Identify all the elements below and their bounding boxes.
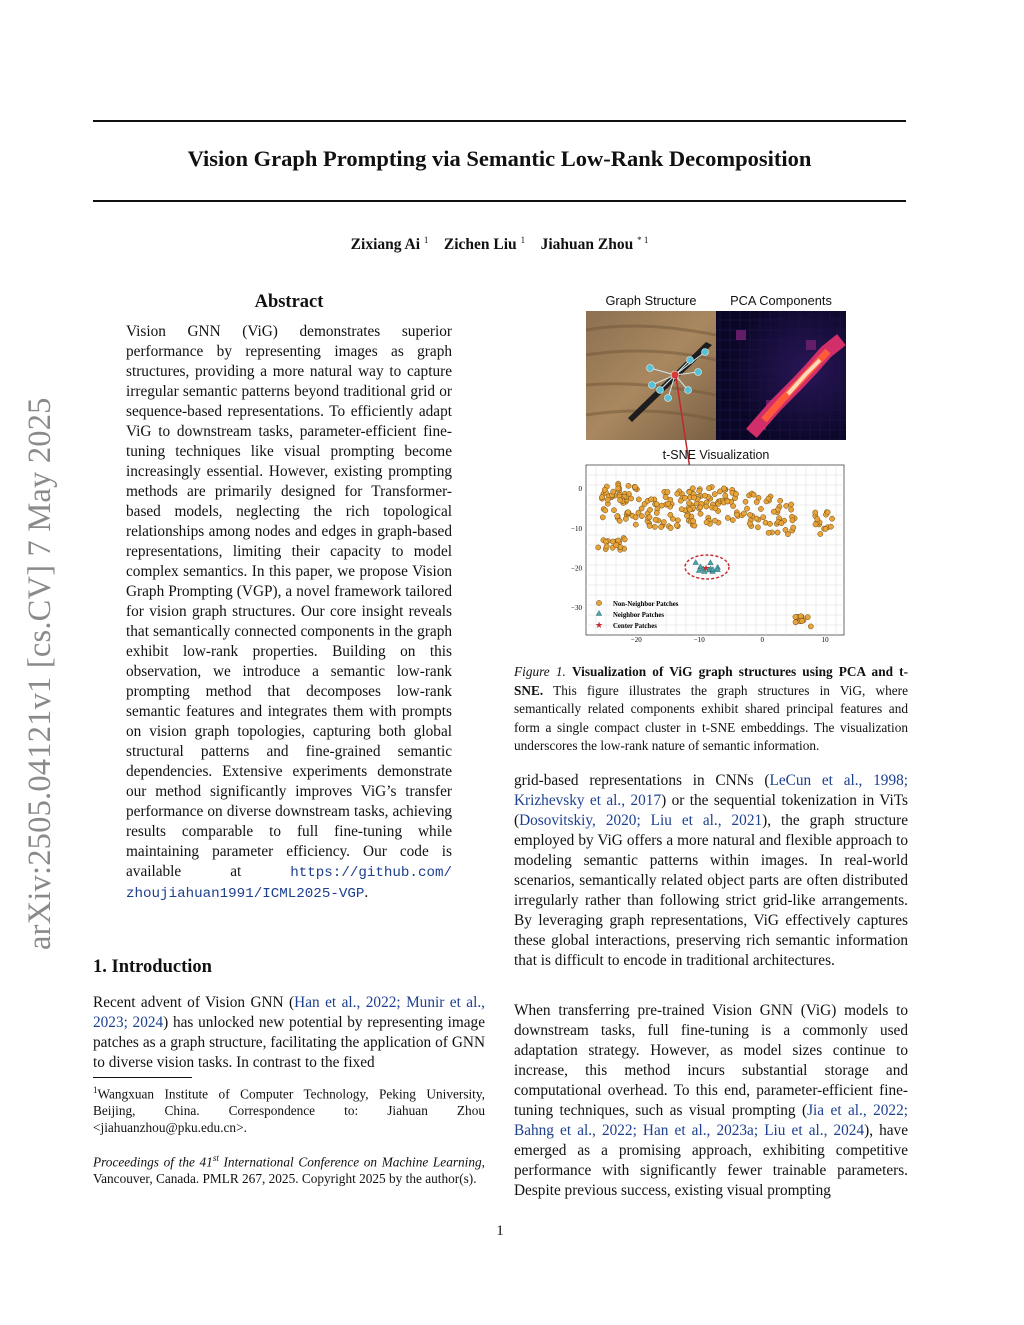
- non-neighbor-point: [784, 503, 789, 508]
- non-neighbor-point: [603, 539, 608, 544]
- non-neighbor-point: [818, 531, 823, 536]
- non-neighbor-point: [684, 513, 689, 518]
- x-tick-label: 10: [821, 636, 829, 644]
- figure-1: [560, 300, 860, 660]
- proceedings-sup: st: [212, 1153, 219, 1163]
- non-neighbor-point: [790, 518, 795, 523]
- non-neighbor-point: [766, 530, 771, 535]
- non-neighbor-point: [712, 492, 717, 497]
- figure-caption: [514, 663, 908, 756]
- pca-components-image: [716, 311, 846, 440]
- non-neighbor-point: [789, 502, 794, 507]
- non-neighbor-point: [754, 499, 759, 504]
- non-neighbor-point: [808, 624, 813, 629]
- non-neighbor-point: [744, 506, 749, 511]
- non-neighbor-point: [747, 512, 752, 517]
- non-neighbor-point: [702, 493, 707, 498]
- non-neighbor-point: [823, 526, 828, 531]
- non-neighbor-point: [799, 618, 804, 623]
- non-neighbor-point: [775, 530, 780, 535]
- non-neighbor-point: [626, 510, 631, 515]
- proceedings-rest: , Vancouver, Canada. PMLR 267, 2025. Copyright 2025 by the author(s).: [93, 1154, 485, 1187]
- graph-structure-image: [586, 311, 716, 440]
- non-neighbor-point: [623, 516, 628, 521]
- non-neighbor-point: [600, 515, 605, 520]
- non-neighbor-point: [751, 492, 756, 497]
- non-neighbor-point: [828, 524, 833, 529]
- non-neighbor-point: [771, 509, 776, 514]
- author-list: [93, 235, 906, 254]
- non-neighbor-point: [778, 498, 783, 503]
- non-neighbor-point: [626, 483, 631, 488]
- intro-text-1: Recent advent of Vision GNN (: [93, 994, 295, 1011]
- non-neighbor-point: [639, 514, 644, 519]
- non-neighbor-point: [629, 496, 634, 501]
- non-neighbor-point: [733, 491, 738, 496]
- non-neighbor-point: [725, 515, 730, 520]
- non-neighbor-point: [825, 510, 830, 515]
- non-neighbor-point: [617, 518, 622, 523]
- intro-text-2: ) has unlocked new potential by representing image patches as a graph structure, facilitating the application of GNN to diverse vision tasks. In contrast to the fixed: [93, 1014, 485, 1071]
- non-neighbor-point: [596, 545, 601, 550]
- proceedings-number: 41: [199, 1154, 213, 1170]
- non-neighbor-point: [675, 518, 680, 523]
- code-link-period: .: [364, 884, 369, 901]
- rp2-text-2: ), have emerged as a promising approach, exhibiting competitive performance with significantly fewer trainable parameters. Despite previous success, existing visual prompting: [514, 1122, 908, 1199]
- title-bottom-rule: [93, 200, 906, 202]
- author-name: Jiahuan Zhou: [540, 236, 634, 254]
- non-neighbor-point: [723, 493, 728, 498]
- non-neighbor-point: [654, 510, 659, 515]
- non-neighbor-point: [815, 517, 820, 522]
- non-neighbor-point: [793, 620, 798, 625]
- non-neighbor-point: [758, 506, 763, 511]
- x-tick-label: 0: [760, 636, 764, 644]
- paper-title: Vision Graph Prompting via Semantic Low-Rank Decomposition: [187, 146, 812, 171]
- non-neighbor-point: [616, 486, 621, 491]
- non-neighbor-point: [704, 520, 709, 525]
- right-paragraph-1: [514, 771, 908, 971]
- non-neighbor-point: [725, 499, 730, 504]
- legend-center-marker: ★: [594, 620, 604, 630]
- non-neighbor-point: [653, 517, 658, 522]
- citation-link[interactable]: LeCun et al., 1998; Krizhevsky et al., 2017: [514, 772, 908, 809]
- arxiv-stamp-text: arXiv:2505.04121v1 [cs.CV] 7 May 2025: [22, 397, 58, 950]
- non-neighbor-point: [647, 507, 652, 512]
- non-neighbor-point: [661, 519, 666, 524]
- non-neighbor-point: [611, 508, 616, 513]
- page-number: 1: [496, 1223, 504, 1239]
- non-neighbor-point: [679, 507, 684, 512]
- rp2-text-1: When transferring pre-trained Vision GNN (ViG) models to downstream tasks, full fine-tuning is a commonly used adaptation strategy. However, as model sizes continue to increase, this method incurs substantial storage and computational overhead. To this end, parameter-efficient fine-tuning techniques, such as visual prompting (: [514, 1002, 908, 1119]
- legend-neighbor: Neighbor Patches: [613, 612, 665, 619]
- non-neighbor-point: [798, 614, 803, 619]
- pca-components-title: PCA Components: [730, 293, 832, 308]
- author-affiliation: * 1: [637, 235, 649, 245]
- intro-paragraph: [93, 993, 485, 1073]
- tsne-plot: [571, 465, 844, 644]
- non-neighbor-point: [632, 484, 637, 489]
- non-neighbor-point: [706, 486, 711, 491]
- non-neighbor-point: [665, 489, 670, 494]
- author-name: Zixiang Ai: [350, 236, 421, 254]
- non-neighbor-point: [697, 488, 702, 493]
- citation-link[interactable]: Han et al., 2022; Munir et al., 2023; 2024: [93, 994, 485, 1031]
- legend-non-neighbor: Non-Neighbor Patches: [613, 601, 679, 608]
- abstract-text: [126, 322, 452, 904]
- non-neighbor-point: [636, 497, 641, 502]
- non-neighbor-point: [747, 521, 752, 526]
- author-affiliation: 1: [520, 235, 526, 245]
- non-neighbor-point: [783, 527, 788, 532]
- non-neighbor-point: [663, 494, 668, 499]
- non-neighbor-point: [741, 511, 746, 516]
- non-neighbor-point: [686, 501, 691, 506]
- right-paragraph-2: [514, 1001, 908, 1201]
- citation-link[interactable]: Dosovitskiy, 2020; Liu et al., 2021: [519, 812, 763, 829]
- footnote-mark: 1: [93, 1085, 98, 1095]
- non-neighbor-point: [791, 525, 796, 530]
- y-tick-label: 0: [578, 485, 582, 494]
- non-neighbor-point: [712, 518, 717, 523]
- arxiv-side-stamp: [18, 372, 60, 950]
- author-name: Zichen Liu: [443, 236, 517, 254]
- non-neighbor-point: [678, 498, 683, 503]
- non-neighbor-point: [659, 524, 664, 529]
- non-neighbor-point: [767, 521, 772, 526]
- non-neighbor-point: [652, 524, 657, 529]
- non-neighbor-point: [603, 508, 608, 513]
- footnote-rule: [93, 1077, 192, 1078]
- y-tick-label: −30: [571, 603, 582, 612]
- non-neighbor-point: [633, 515, 638, 520]
- affiliation-footnote: [93, 1082, 485, 1136]
- non-neighbor-point: [779, 521, 784, 526]
- tsne-title: t-SNE Visualization: [662, 448, 770, 462]
- code-link-part-2: zhoujiahuan1991/ICML2025-VGP: [126, 886, 365, 902]
- rp1-text-1: grid-based representations in CNNs (: [514, 772, 770, 789]
- non-neighbor-point: [665, 501, 670, 506]
- proceedings-italic-2: International Conference on Machine Learning: [223, 1154, 482, 1170]
- non-neighbor-point: [766, 496, 771, 501]
- non-neighbor-point: [734, 512, 739, 517]
- center-point: ★: [701, 563, 711, 573]
- non-neighbor-point: [647, 515, 652, 520]
- non-neighbor-point: [633, 522, 638, 527]
- proceedings-note: [93, 1150, 485, 1187]
- non-neighbor-point: [654, 501, 659, 506]
- non-neighbor-point: [805, 615, 810, 620]
- non-neighbor-point: [687, 507, 692, 512]
- citation-link[interactable]: Jia et al., 2022; Bahng et al., 2022; Han et al., 2023a; Liu et al., 2024: [514, 1102, 908, 1139]
- y-tick-label: −20: [571, 564, 582, 573]
- x-tick-label: −20: [630, 636, 642, 644]
- rp1-text-3: ), the graph structure employed by ViG offers a more natural and flexible approach to modeling semantic patterns within images. In real-world scenarios, semantically related object parts are often distributed irregularly rather than following strict grid-like arrangements. By leveraging graph representations, ViG effectively captures these global interactions, preserving rich semantic information that is difficult to encode in traditional architectures.: [514, 812, 908, 969]
- non-neighbor-point: [614, 543, 619, 548]
- non-neighbor-point: [761, 515, 766, 520]
- non-neighbor-point: [698, 511, 703, 516]
- non-neighbor-point: [829, 516, 834, 521]
- non-neighbor-point: [599, 495, 604, 500]
- non-neighbor-point: [743, 499, 748, 504]
- non-neighbor-point: [793, 614, 798, 619]
- non-neighbor-point: [755, 525, 760, 530]
- non-neighbor-point: [659, 503, 664, 508]
- abstract-body: Vision GNN (ViG) demonstrates superior performance by representing images as graph structures, providing a more natural way to capture irregular semantic patterns beyond traditional grid or sequence-based representations. To efficiently adapt ViG to downstream tasks, parameter-efficient fine-tuning techniques like visual prompting become increasingly essential. However, existing prompting methods are primarily designed for Transformer-based models, neglecting the rich topological relationships among nodes and edges in graph-based representations, limiting their capacity to model complex semantics. In this paper, we propose Vision Graph Prompting (VGP), a novel framework tailored for vision graph structures. Our core insight reveals that semantically connected components in the graph exhibit low-rank properties. Building on this observation, we introduce a semantic low-rank prompting method that decomposes low-rank semantic features and integrates them with prompts on vision graph topologies, capturing both global structural patterns and fine-grained semantic dependencies. Extensive experiments demonstrate our method significantly improves ViG’s transfer performance on diverse downstream tasks, achieving results comparable to full fine-tuning while maintaining parameter efficiency. Our code is available at: [126, 323, 452, 880]
- code-link-part-1: https://github.com/: [290, 865, 452, 881]
- non-neighbor-point: [813, 510, 818, 515]
- non-neighbor-point: [602, 487, 607, 492]
- caption-label: Figure 1.: [514, 664, 566, 679]
- non-neighbor-point: [713, 506, 718, 511]
- non-neighbor-point: [668, 512, 673, 517]
- abstract-heading: Abstract: [254, 292, 324, 312]
- author-affiliation: 1: [423, 235, 429, 245]
- section-heading-introduction: 1. Introduction: [93, 957, 212, 977]
- rp1-text-2: ) or the sequential tokenization in ViTs (: [514, 792, 909, 829]
- non-neighbor-point: [647, 523, 652, 528]
- footnote-text: Wangxuan Institute of Computer Technology, Peking University, Beijing, China. Correspondence to: Jiahuan Zhou <jiahuanzhou@pku.edu.cn>.: [93, 1086, 485, 1136]
- non-neighbor-point: [674, 523, 679, 528]
- non-neighbor-point: [717, 489, 722, 494]
- non-neighbor-point: [615, 514, 620, 519]
- center-node: [671, 371, 679, 379]
- non-neighbor-point: [704, 504, 709, 509]
- non-neighbor-point: [698, 505, 703, 510]
- non-neighbor-point: [604, 544, 609, 549]
- non-neighbor-point: [618, 498, 623, 503]
- non-neighbor-point: [605, 497, 610, 502]
- y-tick-label: −10: [571, 524, 582, 533]
- non-neighbor-point: [754, 516, 759, 521]
- caption-text: This figure illustrates the graph structures in ViG, where semantically related components exhibit shared principal features and form a single compact cluster in t-SNE embeddings. The visualization underscores the low-rank nature of semantic information.: [514, 682, 908, 753]
- non-neighbor-point: [622, 537, 627, 542]
- caption-bold: Visualization of ViG graph structures using PCA and t-SNE.: [514, 664, 909, 698]
- non-neighbor-point: [691, 518, 696, 523]
- non-neighbor-point: [789, 507, 794, 512]
- non-neighbor-point: [668, 525, 673, 530]
- non-neighbor-point: [691, 495, 696, 500]
- proceedings-italic-1: Proceedings of the: [93, 1154, 195, 1170]
- legend-center: Center Patches: [613, 623, 657, 630]
- non-neighbor-point: [675, 491, 680, 496]
- non-neighbor-point: [611, 489, 616, 494]
- non-neighbor-point: [730, 517, 735, 522]
- graph-structure-title: Graph Structure: [605, 293, 697, 308]
- non-neighbor-point: [813, 522, 818, 527]
- non-neighbor-point: [648, 497, 653, 502]
- legend-non-neighbor-marker: [596, 600, 601, 605]
- top-rule: [93, 120, 906, 122]
- x-tick-label: −10: [693, 636, 705, 644]
- non-neighbor-point: [690, 486, 695, 491]
